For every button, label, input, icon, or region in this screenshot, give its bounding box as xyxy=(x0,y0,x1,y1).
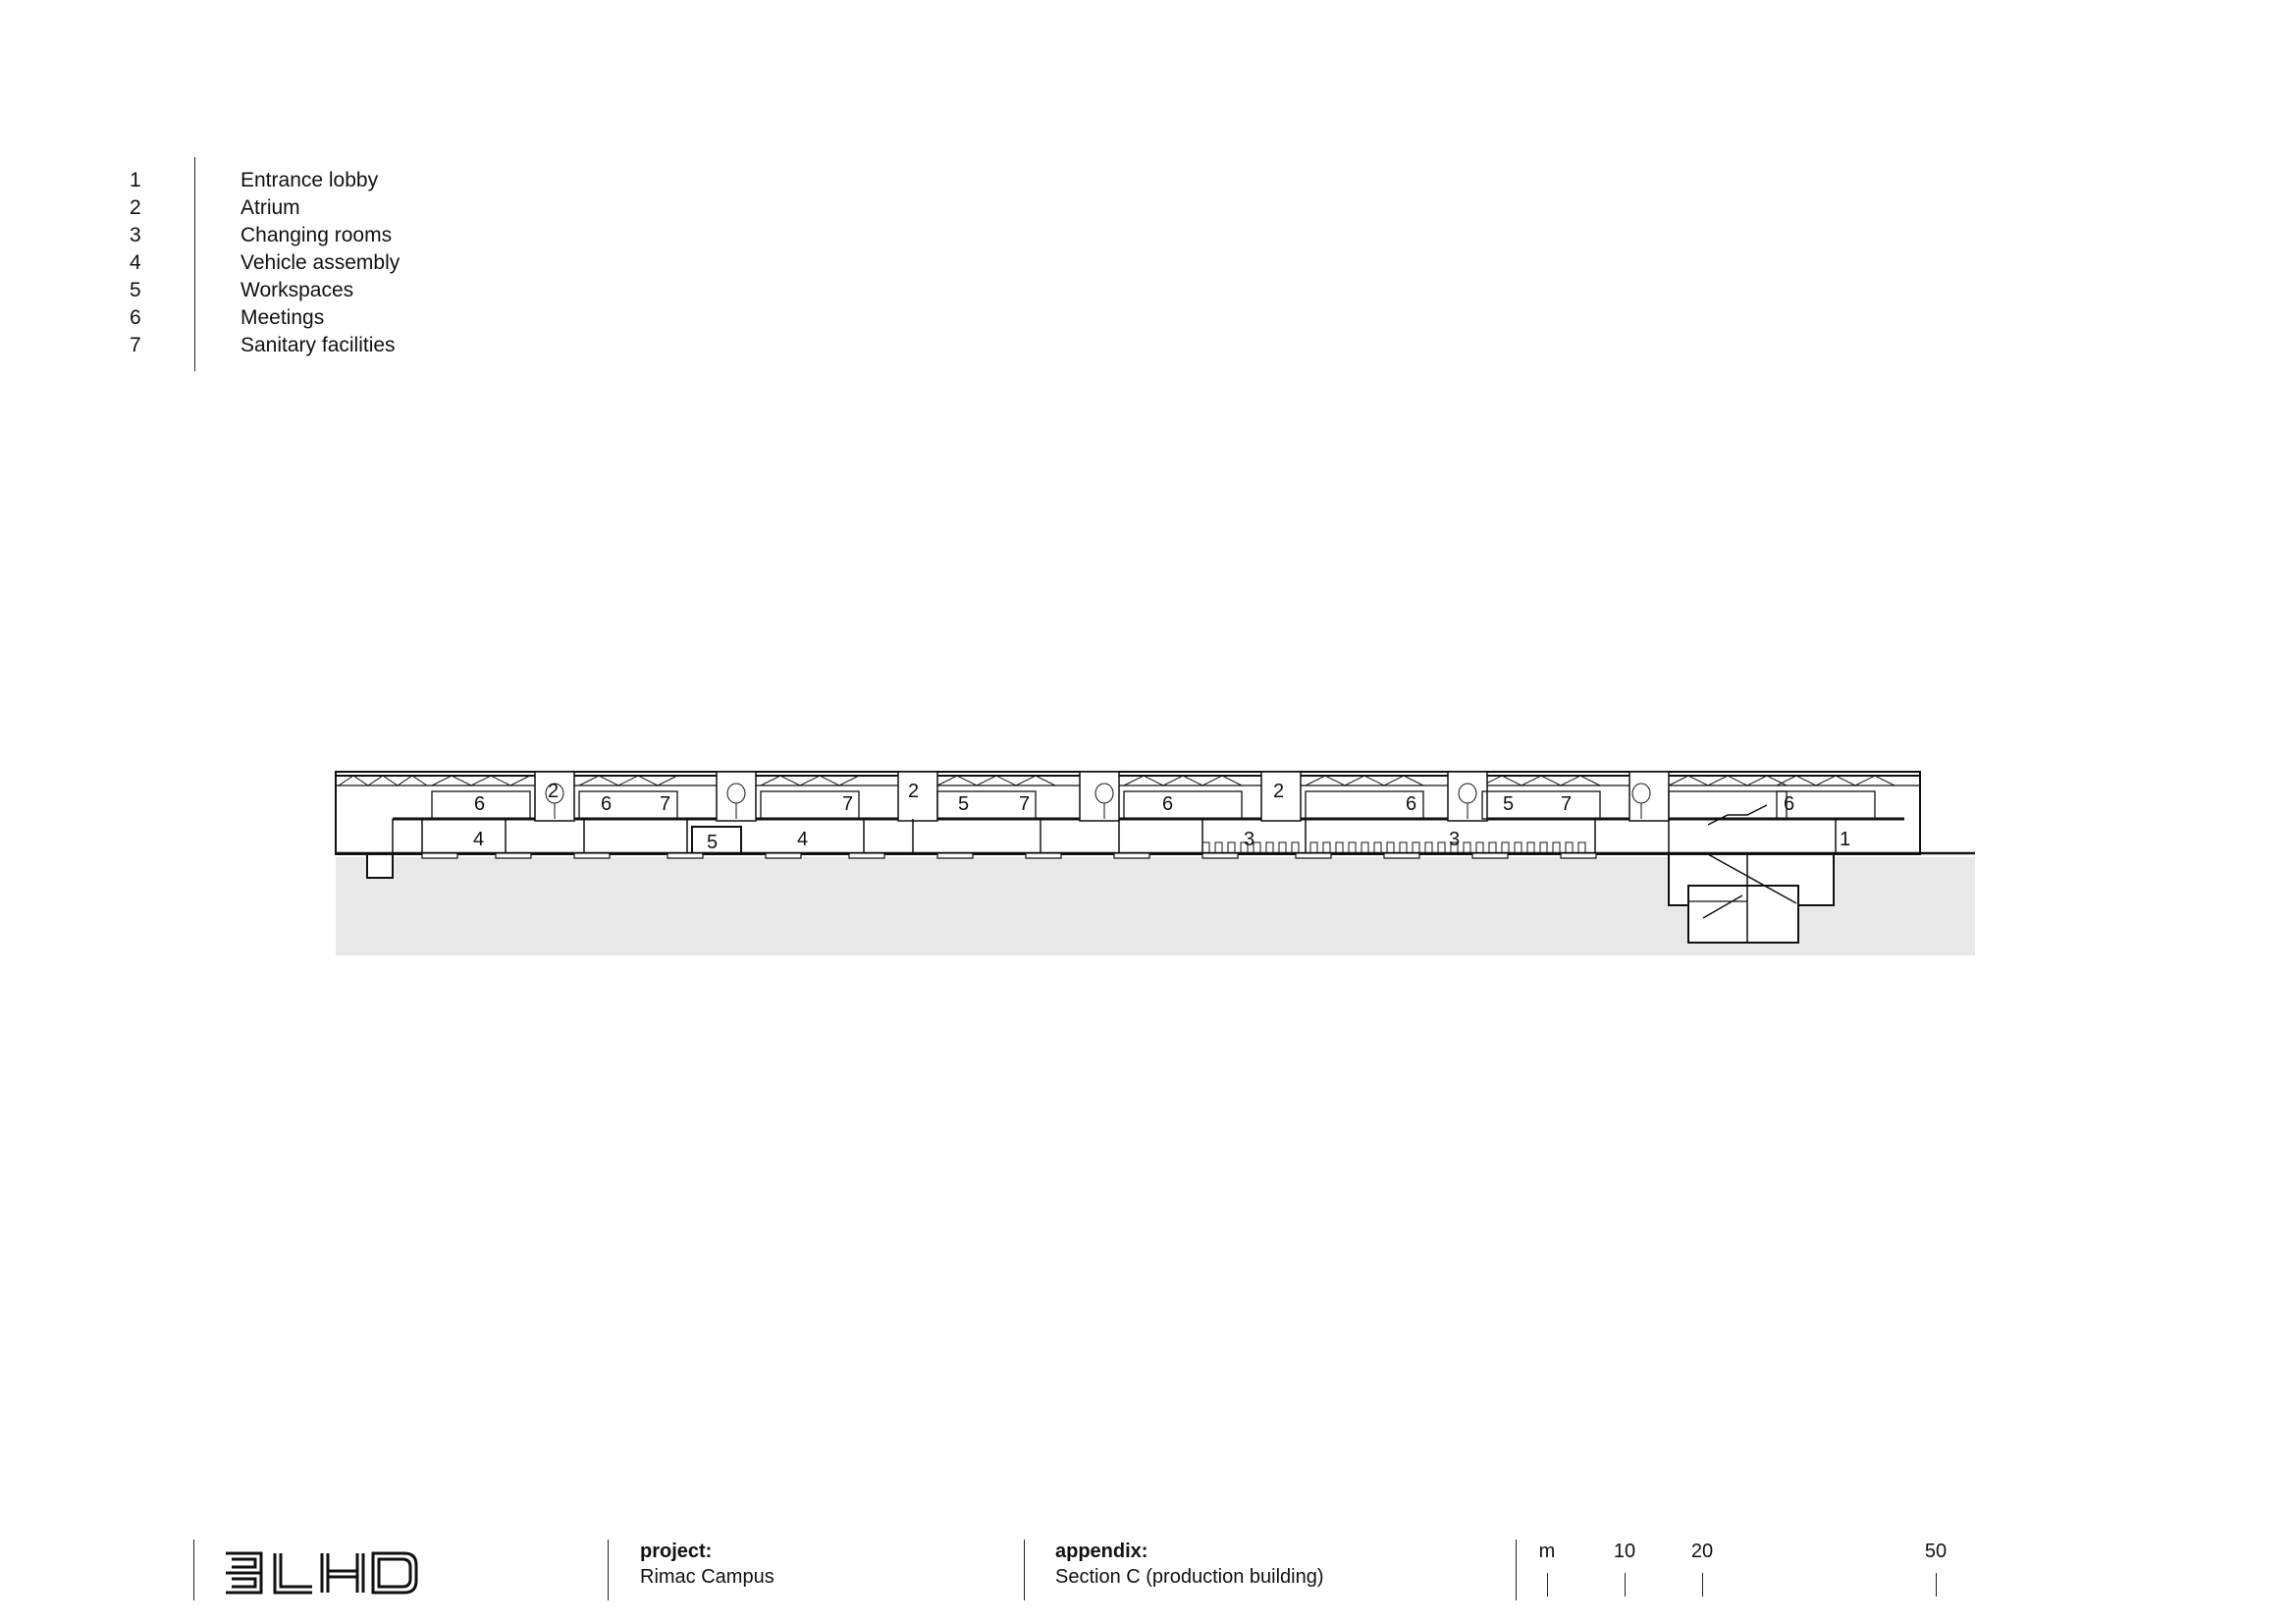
appendix-heading: appendix: xyxy=(1055,1541,1148,1562)
room-label: 4 xyxy=(797,829,809,850)
room-label: 6 xyxy=(1784,793,1795,815)
legend-number: 1 xyxy=(130,169,141,191)
room-label: 5 xyxy=(1503,793,1515,815)
footing xyxy=(422,853,457,858)
room-label: 3 xyxy=(1449,829,1461,850)
legend-label: Workspaces xyxy=(240,279,354,301)
footing xyxy=(1114,853,1149,858)
tree xyxy=(1632,784,1650,803)
legend-label: Changing rooms xyxy=(240,224,393,246)
footing xyxy=(1296,853,1331,858)
footing xyxy=(849,853,884,858)
legend-number: 2 xyxy=(130,196,141,219)
footing xyxy=(937,853,973,858)
room-label: 4 xyxy=(473,829,485,850)
scale-unit: m xyxy=(1538,1541,1556,1562)
left-pit xyxy=(367,852,393,878)
room-label: 2 xyxy=(548,781,560,802)
scale-tick xyxy=(1702,1573,1703,1597)
room-label: 7 xyxy=(1019,793,1031,815)
footing xyxy=(1561,853,1596,858)
scale-tick xyxy=(1547,1573,1548,1597)
3lhd-logo xyxy=(224,1549,420,1598)
footing xyxy=(766,853,801,858)
legend-number: 4 xyxy=(130,251,141,274)
room-label: 2 xyxy=(1273,781,1285,802)
project-name: Rimac Campus xyxy=(640,1566,774,1588)
room-label: 6 xyxy=(474,793,486,815)
tree xyxy=(727,784,745,803)
legend-number: 5 xyxy=(130,279,141,301)
tree xyxy=(1095,784,1113,803)
scale-tick xyxy=(1936,1573,1937,1597)
footer-divider xyxy=(1024,1540,1025,1600)
room-label: 3 xyxy=(1244,829,1255,850)
scale-tick-label: 50 xyxy=(1924,1541,1948,1562)
appendix-name: Section C (production building) xyxy=(1055,1566,1324,1588)
legend-number: 3 xyxy=(130,224,141,246)
legend-number: 7 xyxy=(130,334,141,356)
basement-lower xyxy=(1688,886,1798,943)
legend-label: Atrium xyxy=(240,196,300,219)
scale-tick-label: 20 xyxy=(1690,1541,1714,1562)
room-label: 7 xyxy=(660,793,671,815)
footer-divider xyxy=(608,1540,609,1600)
room-label: 6 xyxy=(1406,793,1417,815)
tree xyxy=(1459,784,1476,803)
room-label: 1 xyxy=(1840,829,1851,850)
scale-tick xyxy=(1625,1573,1626,1597)
footing xyxy=(1384,853,1419,858)
footing xyxy=(1202,853,1238,858)
legend-number: 6 xyxy=(130,306,141,329)
legend-label: Meetings xyxy=(240,306,325,329)
footing xyxy=(1026,853,1061,858)
legend-label: Entrance lobby xyxy=(240,169,379,191)
footer-divider xyxy=(1516,1540,1517,1600)
room-label: 6 xyxy=(1162,793,1174,815)
footer-divider xyxy=(193,1540,194,1600)
room-label: 6 xyxy=(601,793,613,815)
scale-tick-label: 10 xyxy=(1613,1541,1636,1562)
footing xyxy=(1472,853,1508,858)
legend-label: Sanitary facilities xyxy=(240,334,396,356)
room-label: 7 xyxy=(1561,793,1573,815)
room-label: 2 xyxy=(908,781,920,802)
room-label: 5 xyxy=(958,793,970,815)
footing xyxy=(496,853,531,858)
changing-room-lockers xyxy=(1202,842,1585,853)
footing xyxy=(667,853,703,858)
room-label: 5 xyxy=(707,832,719,853)
footing xyxy=(574,853,610,858)
legend-label: Vehicle assembly xyxy=(240,251,400,274)
room-label: 7 xyxy=(842,793,854,815)
project-heading: project: xyxy=(640,1541,713,1562)
